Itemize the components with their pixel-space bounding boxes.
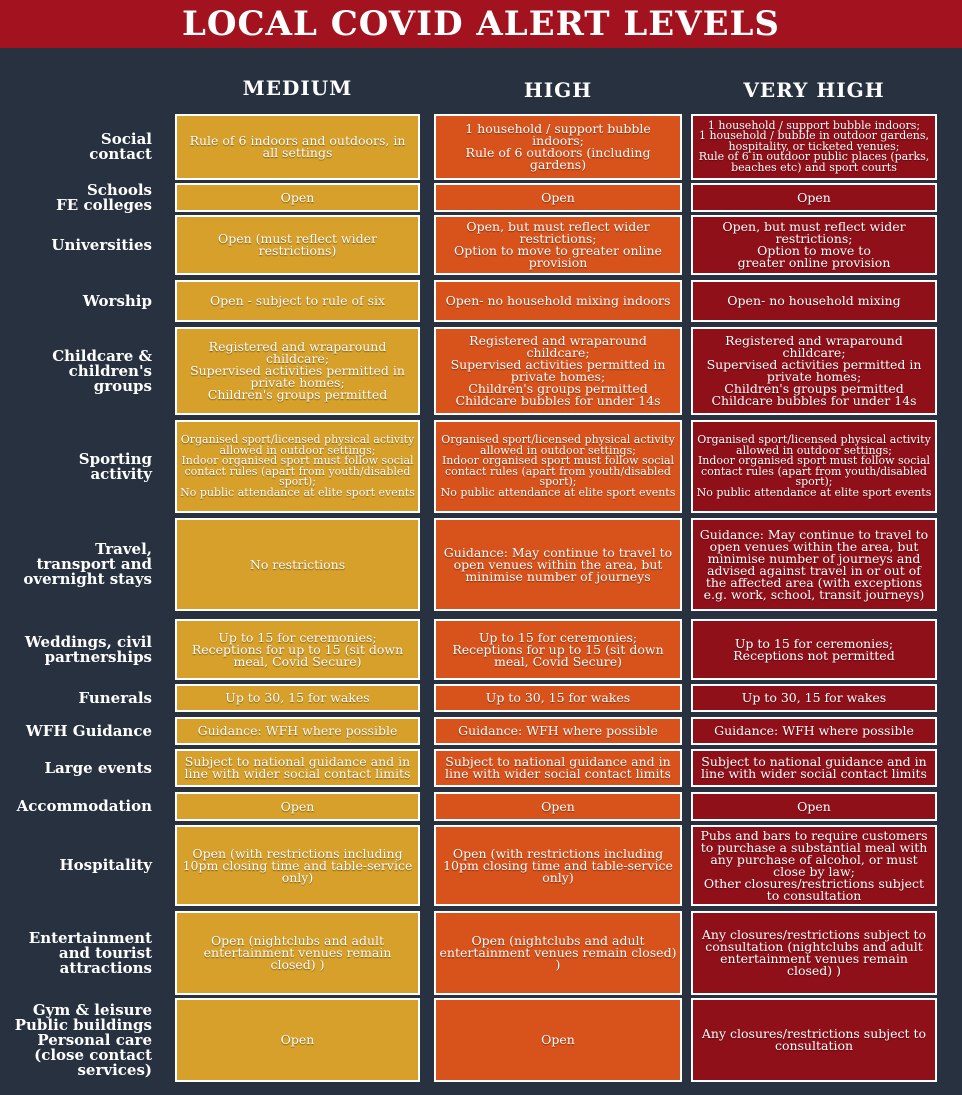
level-header-medium: MEDIUM bbox=[242, 76, 353, 100]
row-label: Accommodation bbox=[16, 797, 152, 815]
cell-very-high: Pubs and bars to require customers to purchase a substantial meal with any purchase of alcohol, or must close by law; Other closures/restrictions subject to consultation bbox=[691, 825, 937, 906]
cell-medium: Open (with restrictions including 10pm closing time and table-service only) bbox=[175, 825, 420, 906]
row-label: Gym & leisure Public buildings Personal care (close contact services) bbox=[14, 1000, 152, 1079]
row-label: Sporting activity bbox=[78, 449, 152, 483]
cell-medium: Subject to national guidance and in line with wider social contact limits bbox=[175, 749, 420, 787]
title-banner bbox=[0, 0, 962, 48]
cell-very-high: Any closures/restrictions subject to consultation (nightclubs and adult entertainment venues remain closed) ) bbox=[691, 911, 937, 995]
row-label: Weddings, civil partnerships bbox=[24, 632, 152, 666]
row-label: Hospitality bbox=[59, 856, 152, 874]
cell-medium: Organised sport/licensed physical activity allowed in outdoor settings; Indoor organised sport must follow social contact rules (apart from youth/disabled sport); No public attendance at elite sport events bbox=[175, 420, 420, 513]
cell-high: Up to 15 for ceremonies; Receptions for up to 15 (sit down meal, Covid Secure) bbox=[434, 619, 682, 680]
cell-medium: Open bbox=[175, 998, 420, 1082]
cell-high: 1 household / support bubble indoors; Rule of 6 outdoors (including gardens) bbox=[434, 114, 682, 180]
row-label: Schools FE colleges bbox=[56, 180, 152, 214]
cell-medium: Registered and wraparound childcare; Supervised activities permitted in private homes; Children's groups permitted bbox=[175, 327, 420, 415]
cell-very-high: Open- no household mixing bbox=[691, 280, 937, 322]
row-label: Large events bbox=[44, 758, 152, 777]
row-label: Worship bbox=[82, 291, 152, 310]
cell-very-high: 1 household / support bubble indoors; 1 household / bubble in outdoor gardens, hospitality, or ticketed venues; Rule of 6 in outdoor public places (parks, beaches etc) and sport courts bbox=[691, 114, 937, 180]
cell-high: Open bbox=[434, 792, 682, 821]
cell-very-high: Open bbox=[691, 183, 937, 212]
cell-high: Registered and wraparound childcare; Supervised activities permitted in private homes; Children's groups permitted Childcare bubbles for under 14s bbox=[434, 327, 682, 415]
cell-very-high: Guidance: WFH where possible bbox=[691, 717, 937, 745]
cell-very-high: Up to 15 for ceremonies; Receptions not permitted bbox=[691, 619, 937, 680]
cell-high: Open bbox=[434, 998, 682, 1082]
cell-high: Subject to national guidance and in line with wider social contact limits bbox=[434, 749, 682, 787]
cell-high: Open bbox=[434, 183, 682, 212]
level-header-high: HIGH bbox=[523, 78, 593, 102]
cell-medium: Rule of 6 indoors and outdoors, in all settings bbox=[175, 114, 420, 180]
row-label: WFH Guidance bbox=[25, 721, 152, 740]
cell-medium: Open (nightclubs and adult entertainment venues remain closed) ) bbox=[175, 911, 420, 995]
row-label: Funerals bbox=[78, 688, 152, 707]
cell-very-high: Any closures/restrictions subject to consultation bbox=[691, 998, 937, 1082]
cell-medium: Open bbox=[175, 792, 420, 821]
cell-very-high: Guidance: May continue to travel to open venues within the area, but minimise number of journeys and advised against travel in or out of the affected area (with exceptions e.g. work, school, transit journeys) bbox=[691, 518, 937, 611]
cell-high: Up to 30, 15 for wakes bbox=[434, 684, 682, 712]
cell-medium: Up to 30, 15 for wakes bbox=[175, 684, 420, 712]
cell-very-high: Registered and wraparound childcare; Supervised activities permitted in private homes; Children's groups permitted Childcare bubbles for under 14s bbox=[691, 327, 937, 415]
cell-high: Open, but must reflect wider restrictions; Option to move to greater online provision bbox=[434, 215, 682, 275]
cell-medium: No restrictions bbox=[175, 518, 420, 611]
cell-very-high: Open, but must reflect wider restrictions; Option to move to greater online provision bbox=[691, 215, 937, 275]
page-title: LOCAL COVID ALERT LEVELS bbox=[182, 4, 780, 44]
row-label: Entertainment and tourist attractions bbox=[28, 928, 152, 977]
cell-very-high: Subject to national guidance and in line with wider social contact limits bbox=[691, 749, 937, 787]
level-header-very-high: VERY HIGH bbox=[743, 78, 885, 102]
cell-medium: Open bbox=[175, 183, 420, 212]
cell-high: Organised sport/licensed physical activity allowed in outdoor settings; Indoor organised sport must follow social contact rules (apart from youth/disabled sport); No public attendance at elite sport events bbox=[434, 420, 682, 513]
row-label: Universities bbox=[51, 235, 152, 254]
cell-high: Open (nightclubs and adult entertainment venues remain closed) ) bbox=[434, 911, 682, 995]
cell-medium: Open - subject to rule of six bbox=[175, 280, 420, 322]
cell-high: Guidance: May continue to travel to open venues within the area, but minimise number of journeys bbox=[434, 518, 682, 611]
cell-very-high: Open bbox=[691, 792, 937, 821]
row-label: Social contact bbox=[89, 130, 152, 163]
row-label: Travel, transport and overnight stays bbox=[23, 540, 152, 588]
row-label: Childcare & children's groups bbox=[52, 346, 152, 395]
cell-medium: Open (must reflect wider restrictions) bbox=[175, 215, 420, 275]
cell-medium: Guidance: WFH where possible bbox=[175, 717, 420, 745]
cell-very-high: Organised sport/licensed physical activity allowed in outdoor settings; Indoor organised sport must follow social contact rules (apart from youth/disabled sport); No public attendance at elite sport events bbox=[691, 420, 937, 513]
cell-high: Open (with restrictions including 10pm closing time and table-service only) bbox=[434, 825, 682, 906]
cell-high: Open- no household mixing indoors bbox=[434, 280, 682, 322]
cell-high: Guidance: WFH where possible bbox=[434, 717, 682, 745]
cell-medium: Up to 15 for ceremonies; Receptions for up to 15 (sit down meal, Covid Secure) bbox=[175, 619, 420, 680]
cell-very-high: Up to 30, 15 for wakes bbox=[691, 684, 937, 712]
